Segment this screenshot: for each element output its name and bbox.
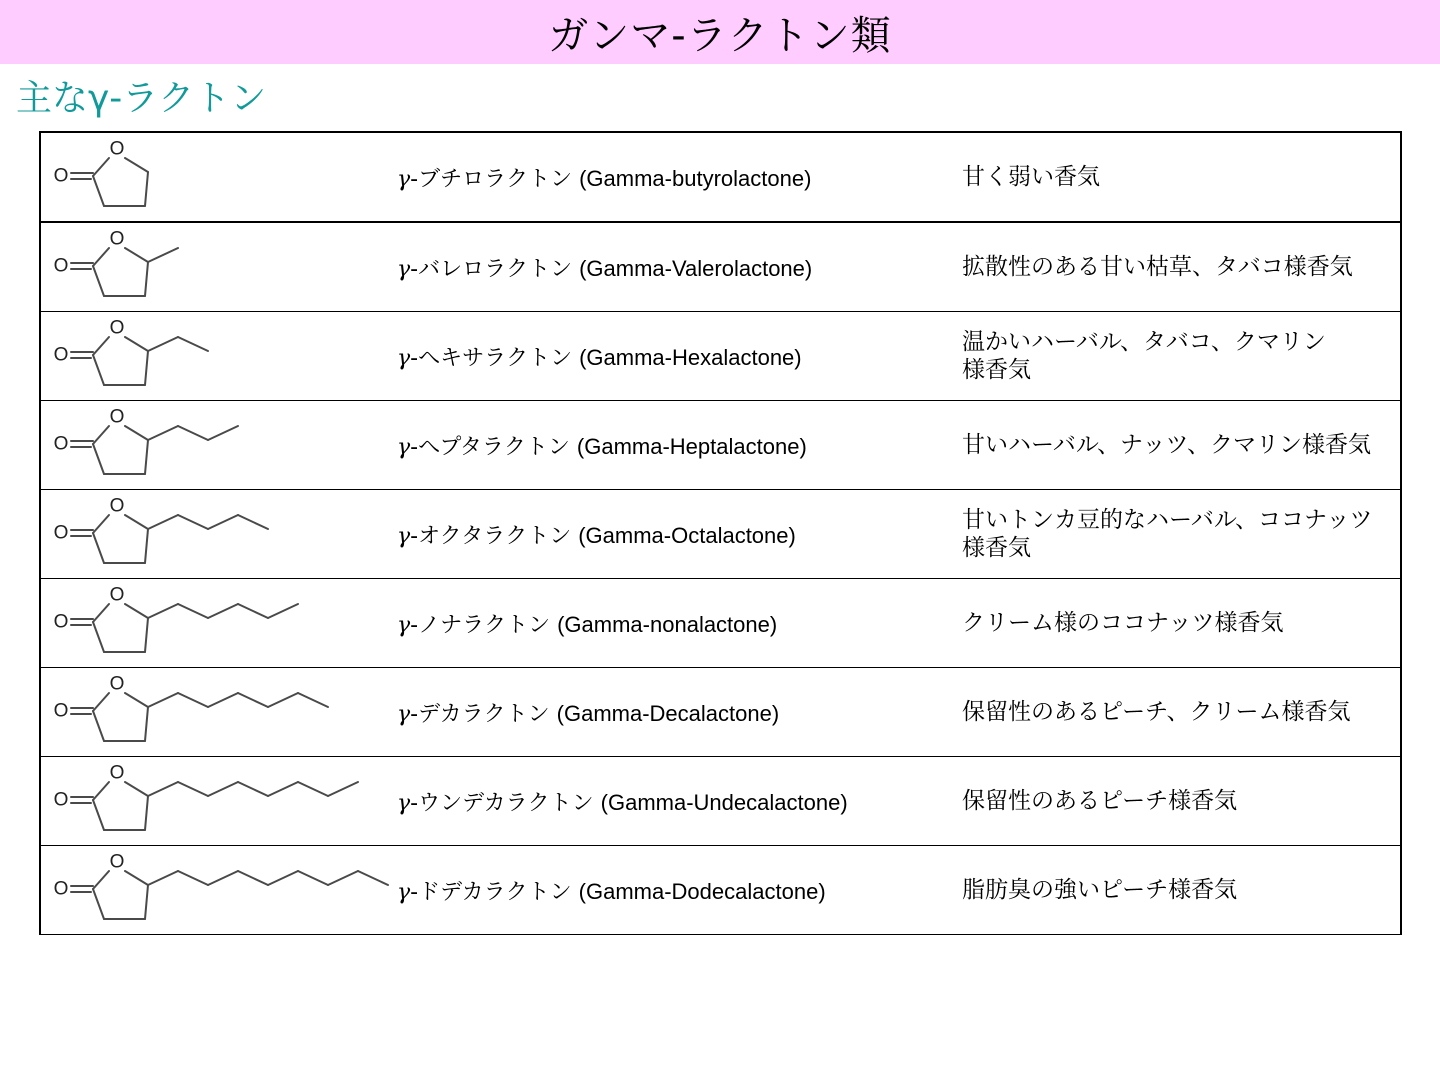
table-row [40,401,1401,490]
compound-name-cell [391,312,962,401]
ring-bond [93,248,109,266]
carbonyl-oxygen-label: O [53,878,69,900]
carbonyl-oxygen-label: O [53,433,69,455]
ring-bond [93,889,104,919]
odor-description: 甘いハーバル、ナッツ、クマリン様香気 [962,432,1371,458]
table-row [40,312,1401,401]
ring-bond [125,248,148,262]
compound-name-cell [391,757,962,846]
odor-description: 拡散性のある甘い枯草、タバコ様香気 [962,254,1353,280]
chain-bond [148,693,178,707]
section-subtitle: 主なγ-ラクトン [16,78,267,119]
compound-name-cell [391,222,962,312]
compound-name-en: (Gamma-Heptalactone) [576,433,807,459]
carbonyl-oxygen-label: O [53,611,69,633]
gamma-nonalactone-structure-icon [41,580,391,666]
chain-bond [268,871,298,885]
chain-bond [298,693,328,707]
ring-bond [93,355,104,385]
ring-bond [93,800,104,830]
gamma-prefix: γ [397,790,411,816]
gamma-valerolactone-structure-icon [41,224,391,310]
page-title: ガンマ-ラクトン類 [548,12,892,59]
carbonyl-oxygen-label: O [53,165,69,187]
chain-bond [148,337,178,351]
table-row [40,490,1401,579]
compound-name-en: (Gamma-Hexalactone) [579,344,802,370]
chain-bond [328,871,358,885]
ring-oxygen-label: O [109,406,125,428]
title-bar [0,0,1440,64]
odor-description: クリーム様のココナッツ様香気 [962,610,1284,636]
compound-name-jp: -ブチロラクトン [410,166,573,192]
carbonyl-oxygen-label: O [53,255,69,277]
odor-description-cell [962,846,1401,935]
structure-cell [40,490,391,579]
odor-description-cell [962,579,1401,668]
ring-bond [145,618,148,652]
lactone-table-body [40,132,1401,935]
chain-bond [148,604,178,618]
structure-cell [40,668,391,757]
ring-bond [145,796,148,830]
gamma-undecalactone-structure-icon [41,758,391,844]
compound-name-en: (Gamma-Octalactone) [578,522,796,548]
structure-cell [40,312,391,401]
gamma-prefix: γ [397,612,411,638]
table-row [40,846,1401,935]
ring-oxygen-label: O [109,673,125,695]
chain-bond [178,782,208,796]
structure-cell [40,757,391,846]
ring-bond [145,885,148,919]
ring-bond [125,426,148,440]
chain-bond [178,337,208,351]
ring-bond [125,782,148,796]
ring-bond [93,622,104,652]
odor-description: 保留性のあるピーチ、クリーム様香気 [962,699,1351,725]
ring-bond [93,337,109,355]
structure-cell [40,846,391,935]
odor-description-cell [962,757,1401,846]
compound-name-jp: -ウンデカラクトン [410,790,594,816]
compound-name-jp: -へプタラクトン [410,434,570,460]
odor-description: 保留性のあるピーチ様香気 [962,788,1238,814]
odor-description-cell [962,401,1401,490]
gamma-prefix: γ [397,434,411,460]
ring-bond [93,158,109,176]
carbonyl-oxygen-label: O [53,700,69,722]
compound-name-cell [391,490,962,579]
odor-description-cell [962,312,1401,401]
chain-bond [238,604,268,618]
compound-name-jp: -ドデカラクトン [410,879,572,905]
ring-bond [93,515,109,533]
gamma-dodecalactone-structure-icon [41,847,391,933]
ring-oxygen-label: O [109,584,125,606]
compound-name-jp: -オクタラクトン [410,523,572,549]
compound-name-jp: -ノナラクトン [410,612,551,638]
gamma-prefix: γ [397,166,411,192]
compound-name-cell [391,132,962,222]
odor-description-cell [962,132,1401,222]
ring-oxygen-label: O [109,228,125,250]
odor-description: 甘いトンカ豆的なハーバル、ココナッツ 様香気 [962,507,1373,561]
odor-description: 温かいハーバル、タバコ、クマリン 様香気 [962,329,1326,383]
chain-bond [358,871,388,885]
chain-bond [268,782,298,796]
table-row [40,132,1401,222]
chain-bond [298,871,328,885]
ring-bond [125,158,148,172]
compound-name-en: (Gamma-Dodecalactone) [578,878,826,904]
chain-bond [208,871,238,885]
odor-description: 甘く弱い香気 [962,164,1100,190]
ring-bond [125,337,148,351]
ring-bond [93,426,109,444]
compound-name-en: (Gamma-Decalactone) [556,700,780,726]
ring-bond [93,604,109,622]
carbonyl-oxygen-label: O [53,789,69,811]
ring-bond [145,529,148,563]
ring-bond [93,782,109,800]
chain-bond [148,782,178,796]
gamma-butyrolactone-structure-icon [41,134,391,220]
odor-description-cell [962,490,1401,579]
ring-bond [125,871,148,885]
ring-bond [145,172,148,206]
gamma-prefix: γ [397,256,411,282]
ring-oxygen-label: O [109,762,125,784]
gamma-prefix: γ [397,523,411,549]
odor-description: 脂肪臭の強いピーチ様香気 [962,877,1238,903]
odor-description-cell [962,222,1401,312]
chain-bond [178,693,208,707]
chain-bond [208,782,238,796]
chain-bond [178,515,208,529]
gamma-prefix: γ [397,701,411,727]
ring-bond [125,515,148,529]
chain-bond [238,782,268,796]
chain-bond [208,515,238,529]
ring-bond [93,533,104,563]
chain-bond [178,426,208,440]
chain-bond [328,782,358,796]
gamma-hexalactone-structure-icon [41,313,391,399]
table-row [40,668,1401,757]
gamma-decalactone-structure-icon [41,669,391,755]
ring-bond [125,693,148,707]
ring-bond [145,351,148,385]
chain-bond [238,693,268,707]
ring-bond [93,266,104,296]
ring-bond [125,604,148,618]
compound-name-jp: -バレロラクトン [410,256,573,282]
gamma-octalactone-structure-icon [41,491,391,577]
compound-name-en: (Gamma-Undecalactone) [600,789,848,815]
chain-bond [238,515,268,529]
odor-description-cell [962,668,1401,757]
chain-bond [268,693,298,707]
compound-name-en: (Gamma-nonalactone) [557,611,778,637]
compound-name-cell [391,846,962,935]
ring-oxygen-label: O [109,495,125,517]
compound-name-en: (Gamma-Valerolactone) [579,255,813,281]
ring-oxygen-label: O [109,317,125,339]
compound-name-cell [391,401,962,490]
ring-bond [93,176,104,206]
structure-cell [40,222,391,312]
compound-name-cell [391,579,962,668]
chain-bond [148,871,178,885]
chain-bond [208,604,238,618]
compound-name-jp: -デカラクトン [410,701,550,727]
structure-cell [40,401,391,490]
carbonyl-oxygen-label: O [53,344,69,366]
carbonyl-oxygen-label: O [53,522,69,544]
chain-bond [148,515,178,529]
ring-oxygen-label: O [109,851,125,873]
compound-name-jp: -へキサラクトン [410,345,573,371]
table-row [40,579,1401,668]
table-row [40,757,1401,846]
chain-bond [178,871,208,885]
chain-bond [298,782,328,796]
chain-bond [268,604,298,618]
ring-bond [145,262,148,296]
structure-cell [40,132,391,222]
ring-bond [93,693,109,711]
chain-bond [238,871,268,885]
chain-bond [208,693,238,707]
gamma-heptalactone-structure-icon [41,402,391,488]
ring-bond [93,444,104,474]
ring-bond [93,871,109,889]
chain-bond [148,426,178,440]
chain-bond [178,604,208,618]
table-row [40,222,1401,312]
lactone-table [39,131,1402,935]
chain-bond [208,426,238,440]
ring-bond [93,711,104,741]
structure-cell [40,579,391,668]
compound-name-en: (Gamma-butyrolactone) [579,165,812,191]
compound-name-cell [391,668,962,757]
ring-bond [145,440,148,474]
gamma-prefix: γ [397,879,411,905]
ring-bond [145,707,148,741]
gamma-prefix: γ [397,345,411,371]
ring-oxygen-label: O [109,138,125,160]
chain-bond [148,248,178,262]
